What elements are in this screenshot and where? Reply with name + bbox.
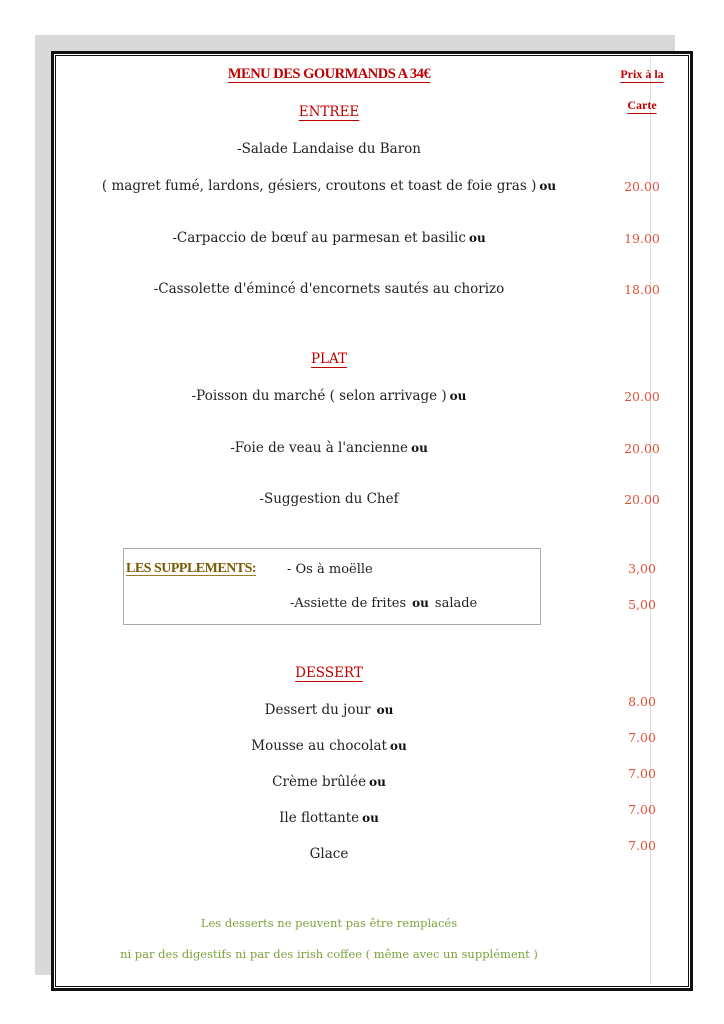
entree-item-2 xyxy=(102,178,556,194)
dessert-item-1 xyxy=(265,702,394,718)
dessert-item-label: Ile flottante xyxy=(279,810,360,826)
plat-heading: PLAT xyxy=(310,351,348,367)
ou-word: ou xyxy=(362,811,379,825)
ou-word: ou xyxy=(539,179,557,193)
price-header-line1: Prix à la xyxy=(620,67,664,81)
supplements-heading: LES SUPPLEMENTS: xyxy=(126,561,257,576)
plat-item-1 xyxy=(192,388,467,404)
entree-item-label: -Salade Landaise du Baron xyxy=(237,141,421,157)
supplements-box xyxy=(123,548,541,625)
dessert-item-label: Mousse au chocolat xyxy=(251,738,387,754)
plat-item-2 xyxy=(230,440,428,456)
dessert-note-line2: ni par des digestifs ni par des irish coffee ( même avec un supplément ) xyxy=(120,947,538,961)
plat-price-1: 20.00 xyxy=(624,389,660,404)
supplement-item-1: - Os à moëlle xyxy=(287,562,373,577)
entree-item-label: ( magret fumé, lardons, gésiers, croutons et toast de foie gras ) xyxy=(101,178,537,194)
ou-word: ou xyxy=(412,596,429,610)
dessert-item-3 xyxy=(272,774,386,790)
entree-price-2: 20.00 xyxy=(624,179,660,194)
supplement-price-1: 3,00 xyxy=(628,561,656,576)
menu-page xyxy=(51,51,693,991)
price-header-line2: Carte xyxy=(627,98,657,112)
dessert-price-4: 7.00 xyxy=(628,802,656,817)
dessert-item-4 xyxy=(279,810,379,826)
dessert-note-line1: Les desserts ne peuvent pas être remplacés xyxy=(200,916,458,930)
entree-item-1 xyxy=(237,141,421,157)
dessert-price-1: 8.00 xyxy=(628,694,656,709)
supplement-item-2 xyxy=(290,596,477,611)
entree-item-label: -Carpaccio de bœuf au parmesan et basilic xyxy=(172,230,466,246)
dessert-item-label: Dessert du jour xyxy=(264,702,371,718)
supplement-item-label: salade xyxy=(434,596,478,611)
dessert-price-2: 7.00 xyxy=(628,730,656,745)
dessert-price-3: 7.00 xyxy=(628,766,656,781)
dessert-item-label: Crème brûlée xyxy=(272,774,367,790)
ou-word: ou xyxy=(389,739,407,753)
entree-price-4: 18.00 xyxy=(624,282,660,297)
plat-item-3 xyxy=(259,491,398,507)
ou-word: ou xyxy=(411,441,428,455)
menu-title: MENU DES GOURMANDS A 34€ xyxy=(227,66,431,82)
entree-item-3 xyxy=(172,230,485,246)
ou-word: ou xyxy=(468,231,486,245)
ou-word: ou xyxy=(376,703,394,717)
dessert-item-2 xyxy=(251,738,406,754)
plat-price-2: 20.00 xyxy=(624,441,660,456)
dessert-item-label: Glace xyxy=(309,846,349,862)
plat-price-3: 20.00 xyxy=(624,492,660,507)
dessert-item-5 xyxy=(310,846,349,862)
entree-heading: ENTREE xyxy=(298,104,360,120)
plat-item-label: -Foie de veau à l'ancienne xyxy=(230,440,409,456)
entree-item-4 xyxy=(154,281,505,297)
dessert-price-5: 7.00 xyxy=(628,838,656,853)
plat-item-label: -Suggestion du Chef xyxy=(259,491,399,507)
supplement-item-label: -Assiette de frites xyxy=(290,596,407,611)
dessert-heading: DESSERT xyxy=(295,665,363,681)
ou-word: ou xyxy=(449,389,467,403)
ou-word: ou xyxy=(369,775,386,789)
plat-item-label: -Poisson du marché ( selon arrivage ) xyxy=(191,388,447,404)
supplement-price-2: 5,00 xyxy=(628,597,656,612)
entree-price-3: 19.00 xyxy=(624,231,660,246)
entree-item-label: -Cassolette d'émincé d'encornets sautés au chorizo xyxy=(153,281,505,297)
